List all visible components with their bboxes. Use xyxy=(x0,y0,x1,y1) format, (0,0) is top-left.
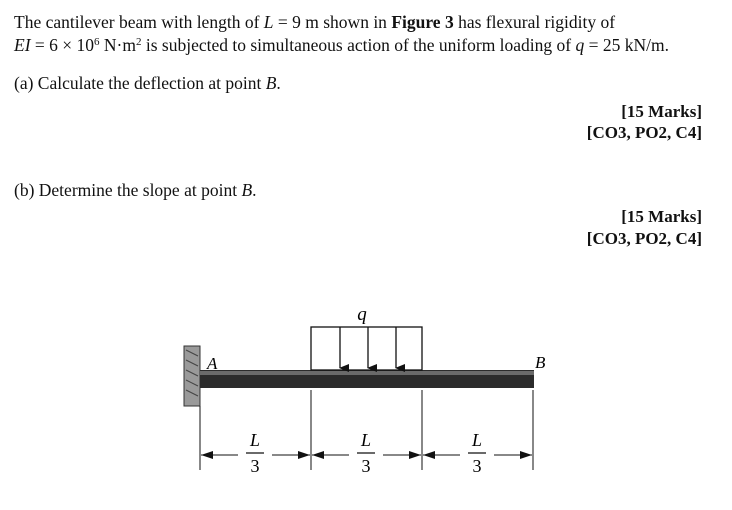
segment-denominator: 3 xyxy=(361,456,371,476)
part-b-outcomes: [CO3, PO2, C4] xyxy=(586,229,702,248)
exponent: 2 xyxy=(135,36,142,48)
support-label-a: A xyxy=(207,354,218,373)
text-fragment: . xyxy=(276,73,281,93)
distributed-load xyxy=(311,327,422,370)
figure-reference: Figure 3 xyxy=(391,12,454,32)
text-fragment: (b) Determine the slope at point xyxy=(14,180,242,200)
text-fragment: has flexural rigidity of xyxy=(453,12,616,32)
text-fragment: N·m xyxy=(99,35,136,55)
dimension-segment-2 xyxy=(312,430,421,476)
text-fragment: is subjected to simultaneous action of the uniform loading of xyxy=(141,35,576,55)
segment-numerator: L xyxy=(360,430,372,450)
text-fragment: (a) Calculate the deflection at point xyxy=(14,73,266,93)
segment-numerator: L xyxy=(471,430,483,450)
load-block xyxy=(311,327,422,370)
text-fragment: = 6 × 10 xyxy=(30,35,95,55)
part-a-marks: [15 Marks] xyxy=(621,102,702,121)
segment-numerator: L xyxy=(249,430,261,450)
part-b-marks: [15 Marks] xyxy=(621,207,702,226)
end-label-b: B xyxy=(535,353,546,372)
beam-highlight xyxy=(200,371,534,375)
text-fragment: The cantilever beam with length of xyxy=(14,12,264,32)
length-symbol: L xyxy=(263,12,274,32)
segment-denominator: 3 xyxy=(250,456,260,476)
segment-denominator: 3 xyxy=(472,456,482,476)
text-fragment: . xyxy=(252,180,257,200)
rigidity-symbol: EI xyxy=(14,35,31,55)
part-a-outcomes: [CO3, PO2, C4] xyxy=(586,123,702,142)
text-fragment: = 9 m shown in xyxy=(273,12,392,32)
point-label: B xyxy=(265,73,277,93)
load-label: q xyxy=(357,304,367,325)
dimension-segment-3 xyxy=(423,430,532,476)
dimension-segment-1 xyxy=(201,430,310,476)
load-symbol: q xyxy=(575,35,585,55)
fixed-support-wall xyxy=(184,346,200,406)
exponent: 6 xyxy=(94,36,100,48)
point-label: B xyxy=(241,180,253,200)
text-fragment: = 25 kN/m. xyxy=(584,35,669,55)
